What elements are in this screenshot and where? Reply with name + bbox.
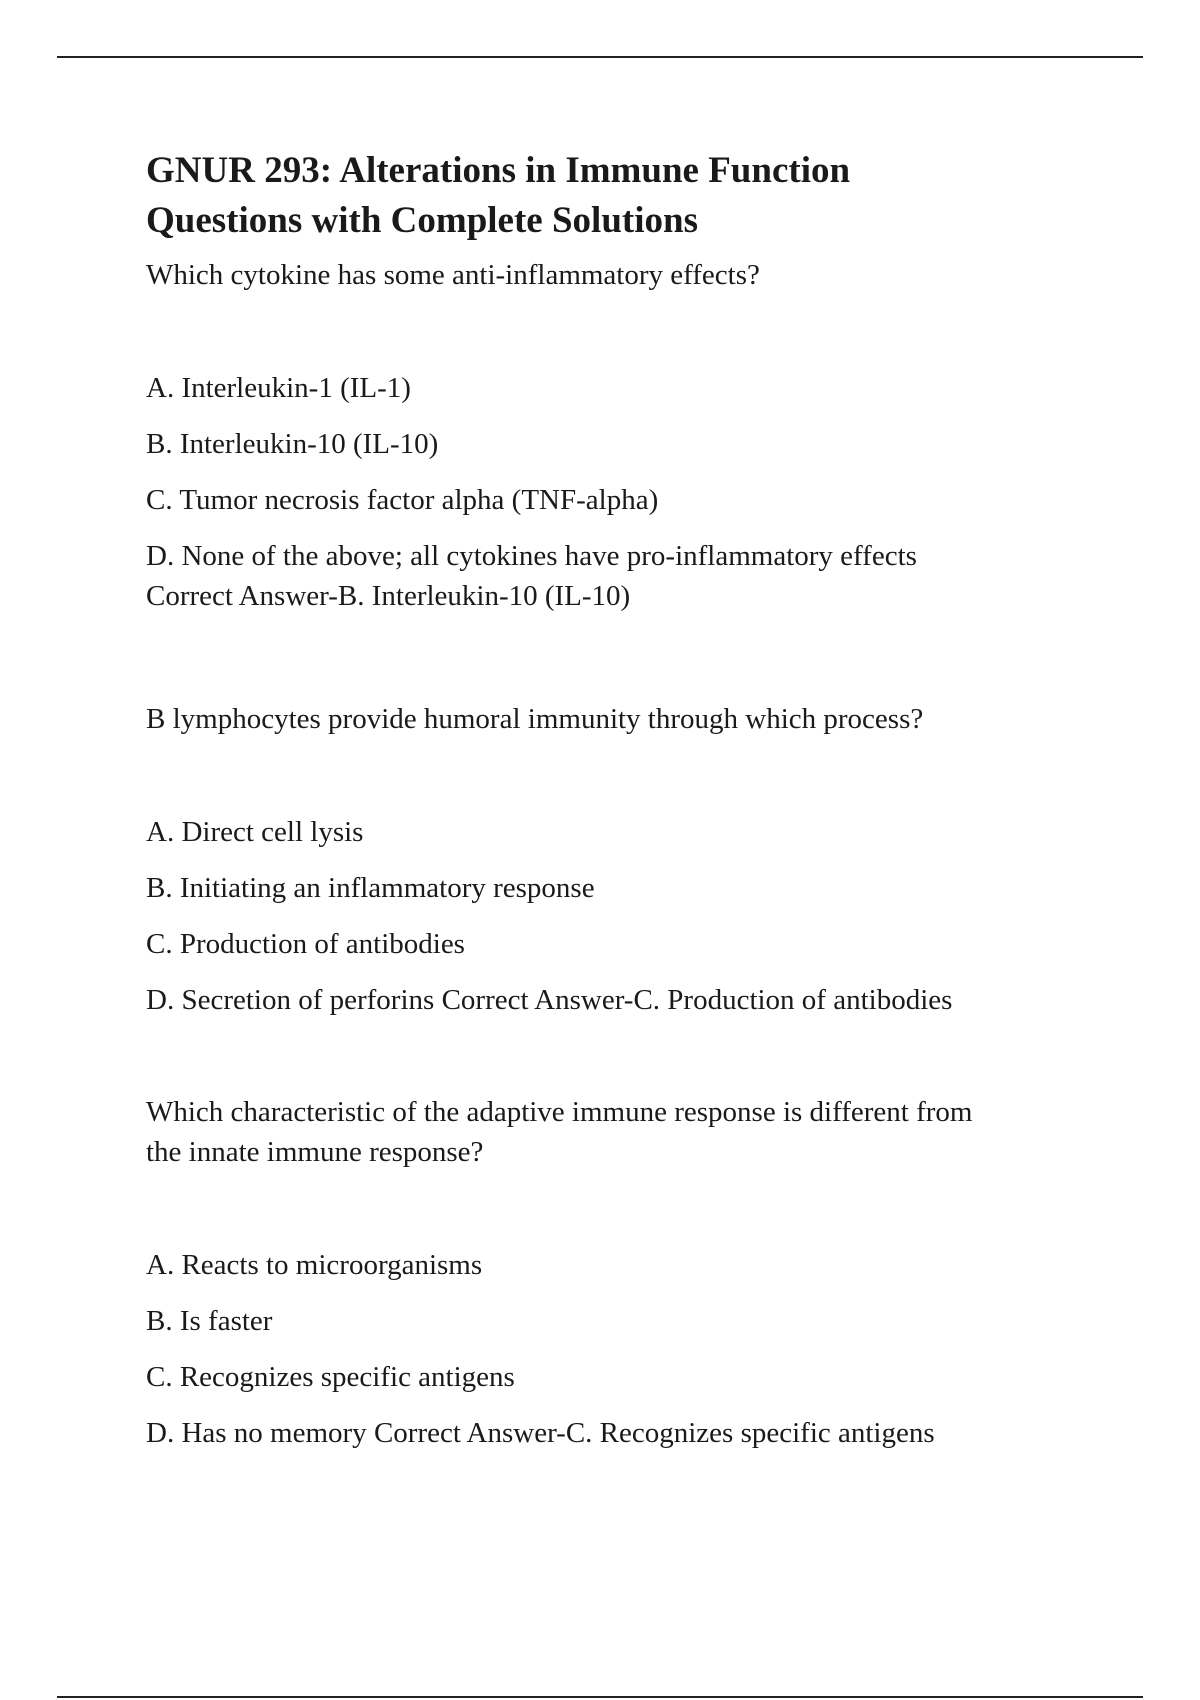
title-line-2: Questions with Complete Solutions: [146, 200, 698, 241]
question-1-text: Which cytokine has some anti-inflammatory effects?: [146, 259, 760, 291]
question-3-text: [146, 1092, 1106, 1172]
question-1-option-a: A. Interleukin-1 (IL-1): [146, 372, 411, 404]
question-2-option-c: C. Production of antibodies: [146, 928, 465, 960]
title-line-1: GNUR 293: Alterations in Immune Function: [146, 150, 851, 191]
top-divider: [57, 56, 1143, 58]
question-1-option-d-text: D. None of the above; all cytokines have pro-inflammatory effects: [146, 540, 917, 572]
question-3-option-a: A. Reacts to microorganisms: [146, 1249, 483, 1281]
question-2-option-b: B. Initiating an inflammatory response: [146, 872, 595, 904]
bottom-divider: [57, 1696, 1143, 1698]
question-1: [146, 255, 1106, 616]
question-1-options: [146, 368, 1106, 616]
question-1-option-b: B. Interleukin-10 (IL-10): [146, 428, 439, 460]
question-3-option-d: [146, 1413, 1106, 1453]
question-3: [146, 1092, 1106, 1453]
question-2-option-d: [146, 980, 1106, 1020]
question-1-option-c: C. Tumor necrosis factor alpha (TNF-alpha): [146, 484, 659, 516]
document-body: [146, 146, 1106, 1453]
document-title: [146, 146, 1106, 246]
question-2-answer: Correct Answer-C. Production of antibodies: [441, 984, 953, 1016]
question-3-answer: Correct Answer-C. Recognizes specific antigens: [373, 1417, 935, 1449]
question-3-options: [146, 1245, 1106, 1453]
question-1-option-d: [146, 536, 1106, 616]
question-2-option-d-text: D. Secretion of perforins: [146, 984, 435, 1016]
question-3-text-line-2: the innate immune response?: [146, 1136, 484, 1168]
question-2-options: [146, 812, 1106, 1020]
question-1-answer: Correct Answer-B. Interleukin-10 (IL-10): [146, 580, 631, 612]
question-2-text: B lymphocytes provide humoral immunity through which process?: [146, 703, 924, 735]
question-2: [146, 699, 1106, 1020]
question-3-option-b: B. Is faster: [146, 1305, 273, 1337]
question-3-text-line-1: Which characteristic of the adaptive immune response is different from: [146, 1096, 973, 1128]
question-3-option-c: C. Recognizes specific antigens: [146, 1361, 515, 1393]
question-2-option-a: A. Direct cell lysis: [146, 816, 364, 848]
question-3-option-d-text: D. Has no memory: [146, 1417, 367, 1449]
